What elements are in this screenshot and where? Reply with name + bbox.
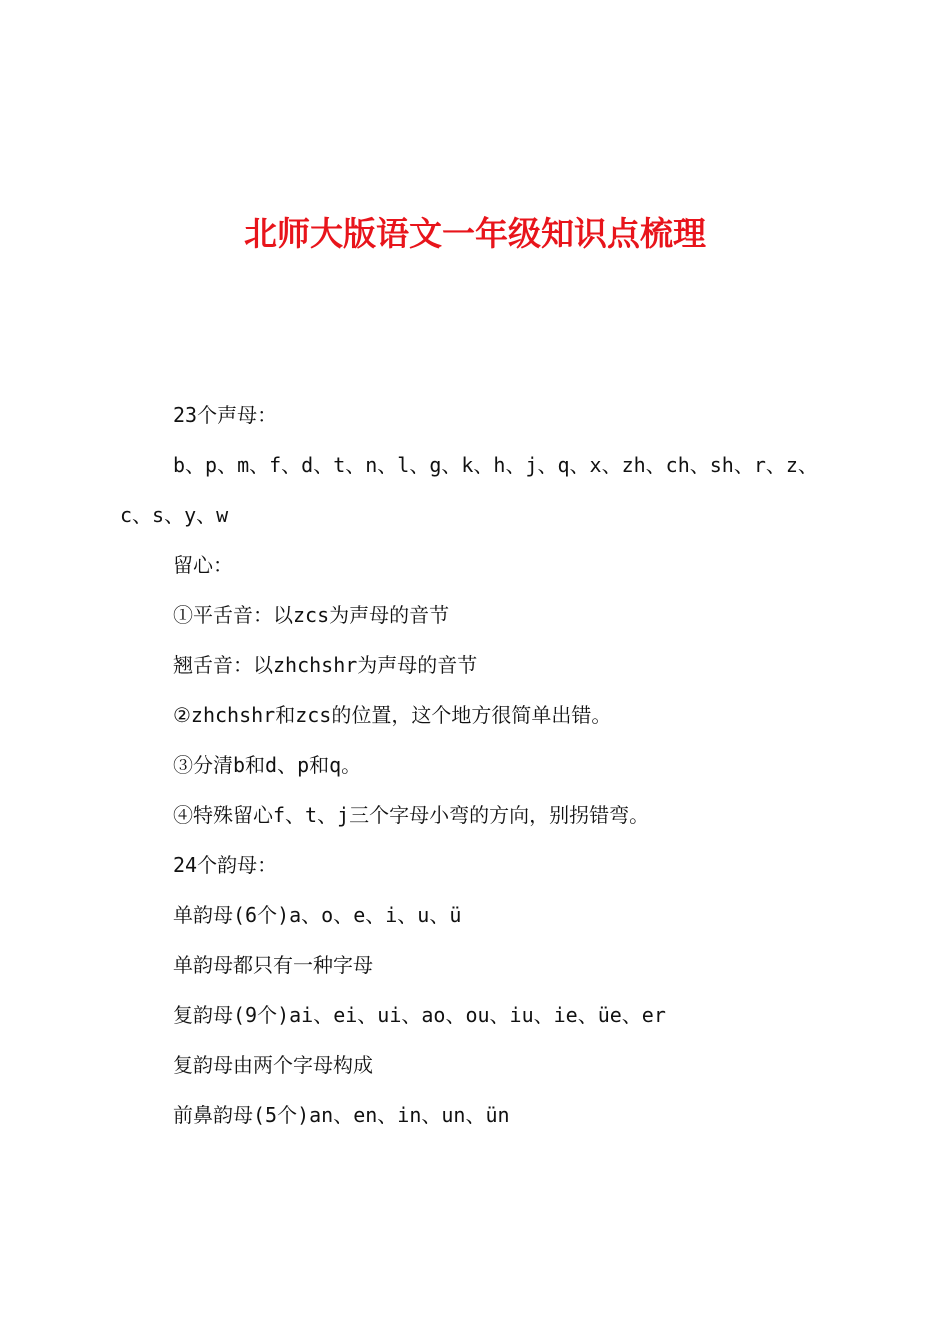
text-line: 复韵母由两个字母构成 bbox=[173, 1053, 373, 1077]
text-line: 24个韵母： bbox=[173, 853, 278, 877]
text-line: ②zhchshr和zcs的位置，这个地方很简单出错。 bbox=[173, 703, 612, 727]
text-line: ④特殊留心f、t、j三个字母小弯的方向，别拐错弯。 bbox=[173, 803, 650, 827]
text-line: 前鼻韵母(5个)an、en、in、un、ün bbox=[173, 1103, 510, 1127]
text-line: 复韵母(9个)ai、ei、ui、ao、ou、iu、ie、üe、er bbox=[173, 1003, 666, 1027]
document-title: 北师大版语文一年级知识点梳理 bbox=[244, 214, 706, 253]
text-line: 单韵母(6个)a、o、e、i、u、ü bbox=[173, 903, 462, 927]
text-line: 翘舌音：以zhchshr为声母的音节 bbox=[173, 653, 478, 677]
text-line: 留心： bbox=[173, 553, 233, 577]
text-line: ③分清b和d、p和q。 bbox=[173, 753, 362, 777]
text-line-initials-list: b、p、m、f、d、t、n、l、g、k、h、j、q、x、zh、ch、sh、r、z、c、s、y、w bbox=[120, 453, 818, 527]
text-line: 23个声母： bbox=[173, 403, 278, 427]
document-body bbox=[120, 390, 840, 1140]
text-line: ①平舌音：以zcs为声母的音节 bbox=[173, 603, 450, 627]
text-line: 单韵母都只有一种字母 bbox=[173, 953, 373, 977]
